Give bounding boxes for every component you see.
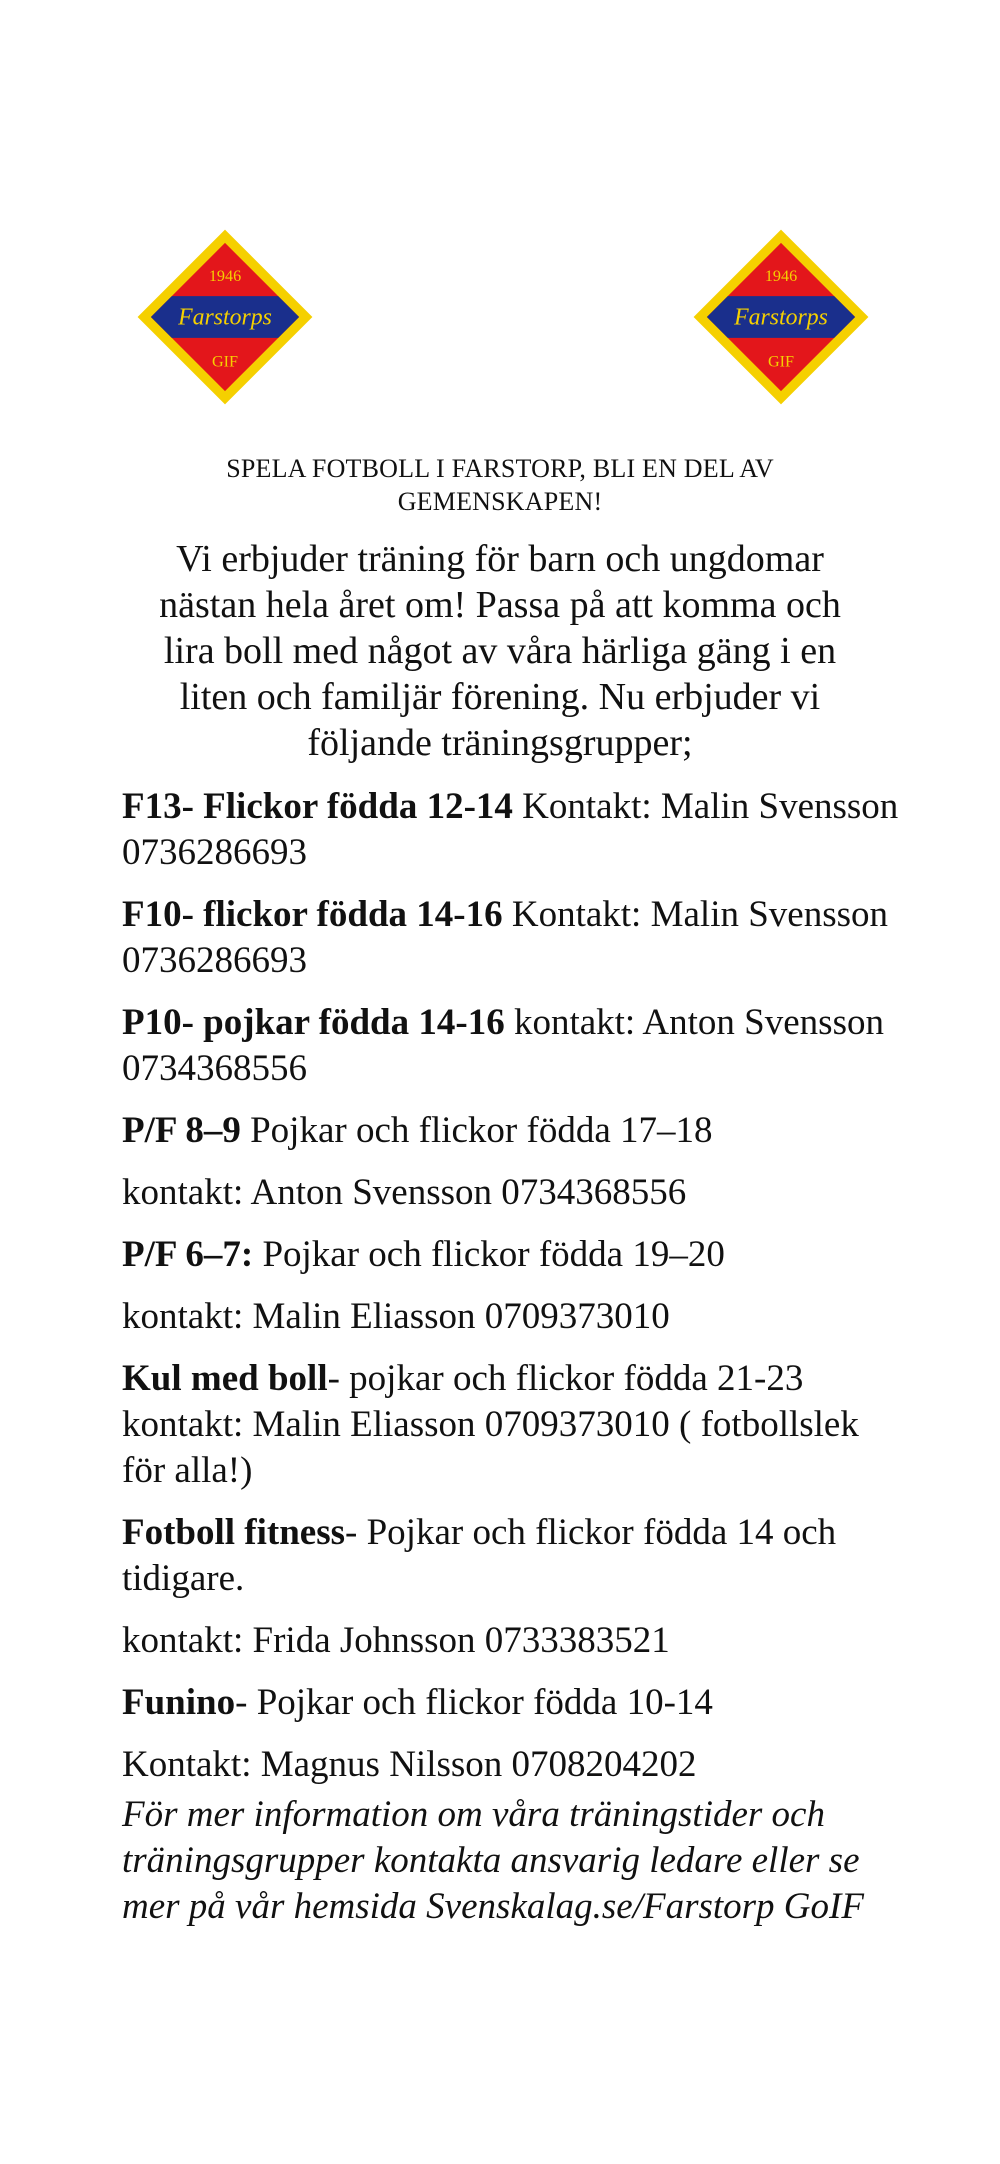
group-pf67-contact: kontakt: Malin Eliasson 0709373010 (122, 1296, 670, 1337)
group-pf67-title: P/F 6–7: (122, 1234, 254, 1275)
farstorps-crest-icon (130, 222, 320, 412)
svg-text:1946: 1946 (208, 267, 242, 285)
svg-text:1946: 1946 (764, 267, 798, 285)
group-kul-med-boll (122, 1356, 902, 1494)
intro-paragraph (110, 536, 890, 766)
group-f10-title: F10- flickor födda 14-16 (122, 894, 503, 935)
group-f10 (122, 892, 902, 984)
group-pf67-desc: Pojkar och flickor födda 19–20 (253, 1234, 725, 1275)
group-funino (122, 1680, 902, 1726)
group-pf89-contact: kontakt: Anton Svensson 0734368556 (122, 1172, 687, 1213)
group-funino-contact: Kontakt: Magnus Nilsson 0708204202 (122, 1744, 697, 1785)
club-logo-left (130, 222, 320, 412)
group-fitness-contact: kontakt: Frida Johnsson 0733383521 (122, 1620, 670, 1661)
group-f13-contact: Kontakt: Malin Svensson 0736286693 (122, 786, 899, 873)
group-pf89 (122, 1108, 902, 1154)
intro-line-4: liten och familjär förening. Nu erbjuder vi (179, 676, 821, 718)
group-p10-title: P10- pojkar födda 14-16 (122, 1002, 505, 1043)
intro-line-3: lira boll med något av våra härliga gäng i en (163, 630, 837, 672)
group-pf89-title: P/F 8–9 (122, 1110, 241, 1151)
intro-line-1: Vi erbjuder träning för barn och ungdomar (176, 538, 824, 580)
group-funino-title: Funino (122, 1682, 236, 1723)
club-logo-right (686, 222, 876, 412)
group-fitness-desc: - Pojkar och flickor födda 14 och tidigare. (122, 1512, 837, 1599)
group-f10-contact: Kontakt: Malin Svensson 0736286693 (122, 894, 889, 981)
group-p10 (122, 1000, 902, 1092)
training-groups-list (122, 784, 902, 1804)
group-kul-desc: - pojkar och flickor födda 21-23 kontakt: Malin Eliasson 0709373010 ( fotbollslek för alla!) (122, 1358, 859, 1491)
group-pf89-desc: Pojkar och flickor födda 17–18 (240, 1110, 713, 1151)
svg-text:Farstorps: Farstorps (734, 304, 828, 331)
group-kul-title: Kul med boll (122, 1358, 328, 1399)
svg-text:GIF: GIF (767, 353, 795, 371)
group-f13-title: F13- Flickor födda 12-14 (122, 786, 513, 827)
group-pf67 (122, 1232, 902, 1278)
svg-text:GIF: GIF (211, 353, 239, 371)
headline-line-2: GEMENSKAPEN! (397, 487, 603, 516)
group-p10-contact: kontakt: Anton Svensson 0734368556 (122, 1002, 884, 1089)
group-fitness-title: Fotboll fitness (122, 1512, 346, 1553)
more-info-footer: För mer information om våra träningstider och träningsgrupper kontakta ansvarig ledare eller se mer på vår hemsida Svenskalag.se/Farstorp GoIF (122, 1794, 864, 1927)
intro-line-5: följande träningsgrupper; (307, 722, 693, 764)
group-f13 (122, 784, 902, 876)
farstorps-crest-icon (686, 222, 876, 412)
headline-line-1: SPELA FOTBOLL I FARSTORP, BLI EN DEL AV (226, 454, 774, 483)
headline (120, 452, 880, 518)
group-fitness (122, 1510, 902, 1602)
group-funino-desc: - Pojkar och flickor födda 10-14 (235, 1682, 713, 1723)
svg-text:Farstorps: Farstorps (178, 304, 272, 331)
intro-line-2: nästan hela året om! Passa på att komma och (159, 584, 841, 626)
